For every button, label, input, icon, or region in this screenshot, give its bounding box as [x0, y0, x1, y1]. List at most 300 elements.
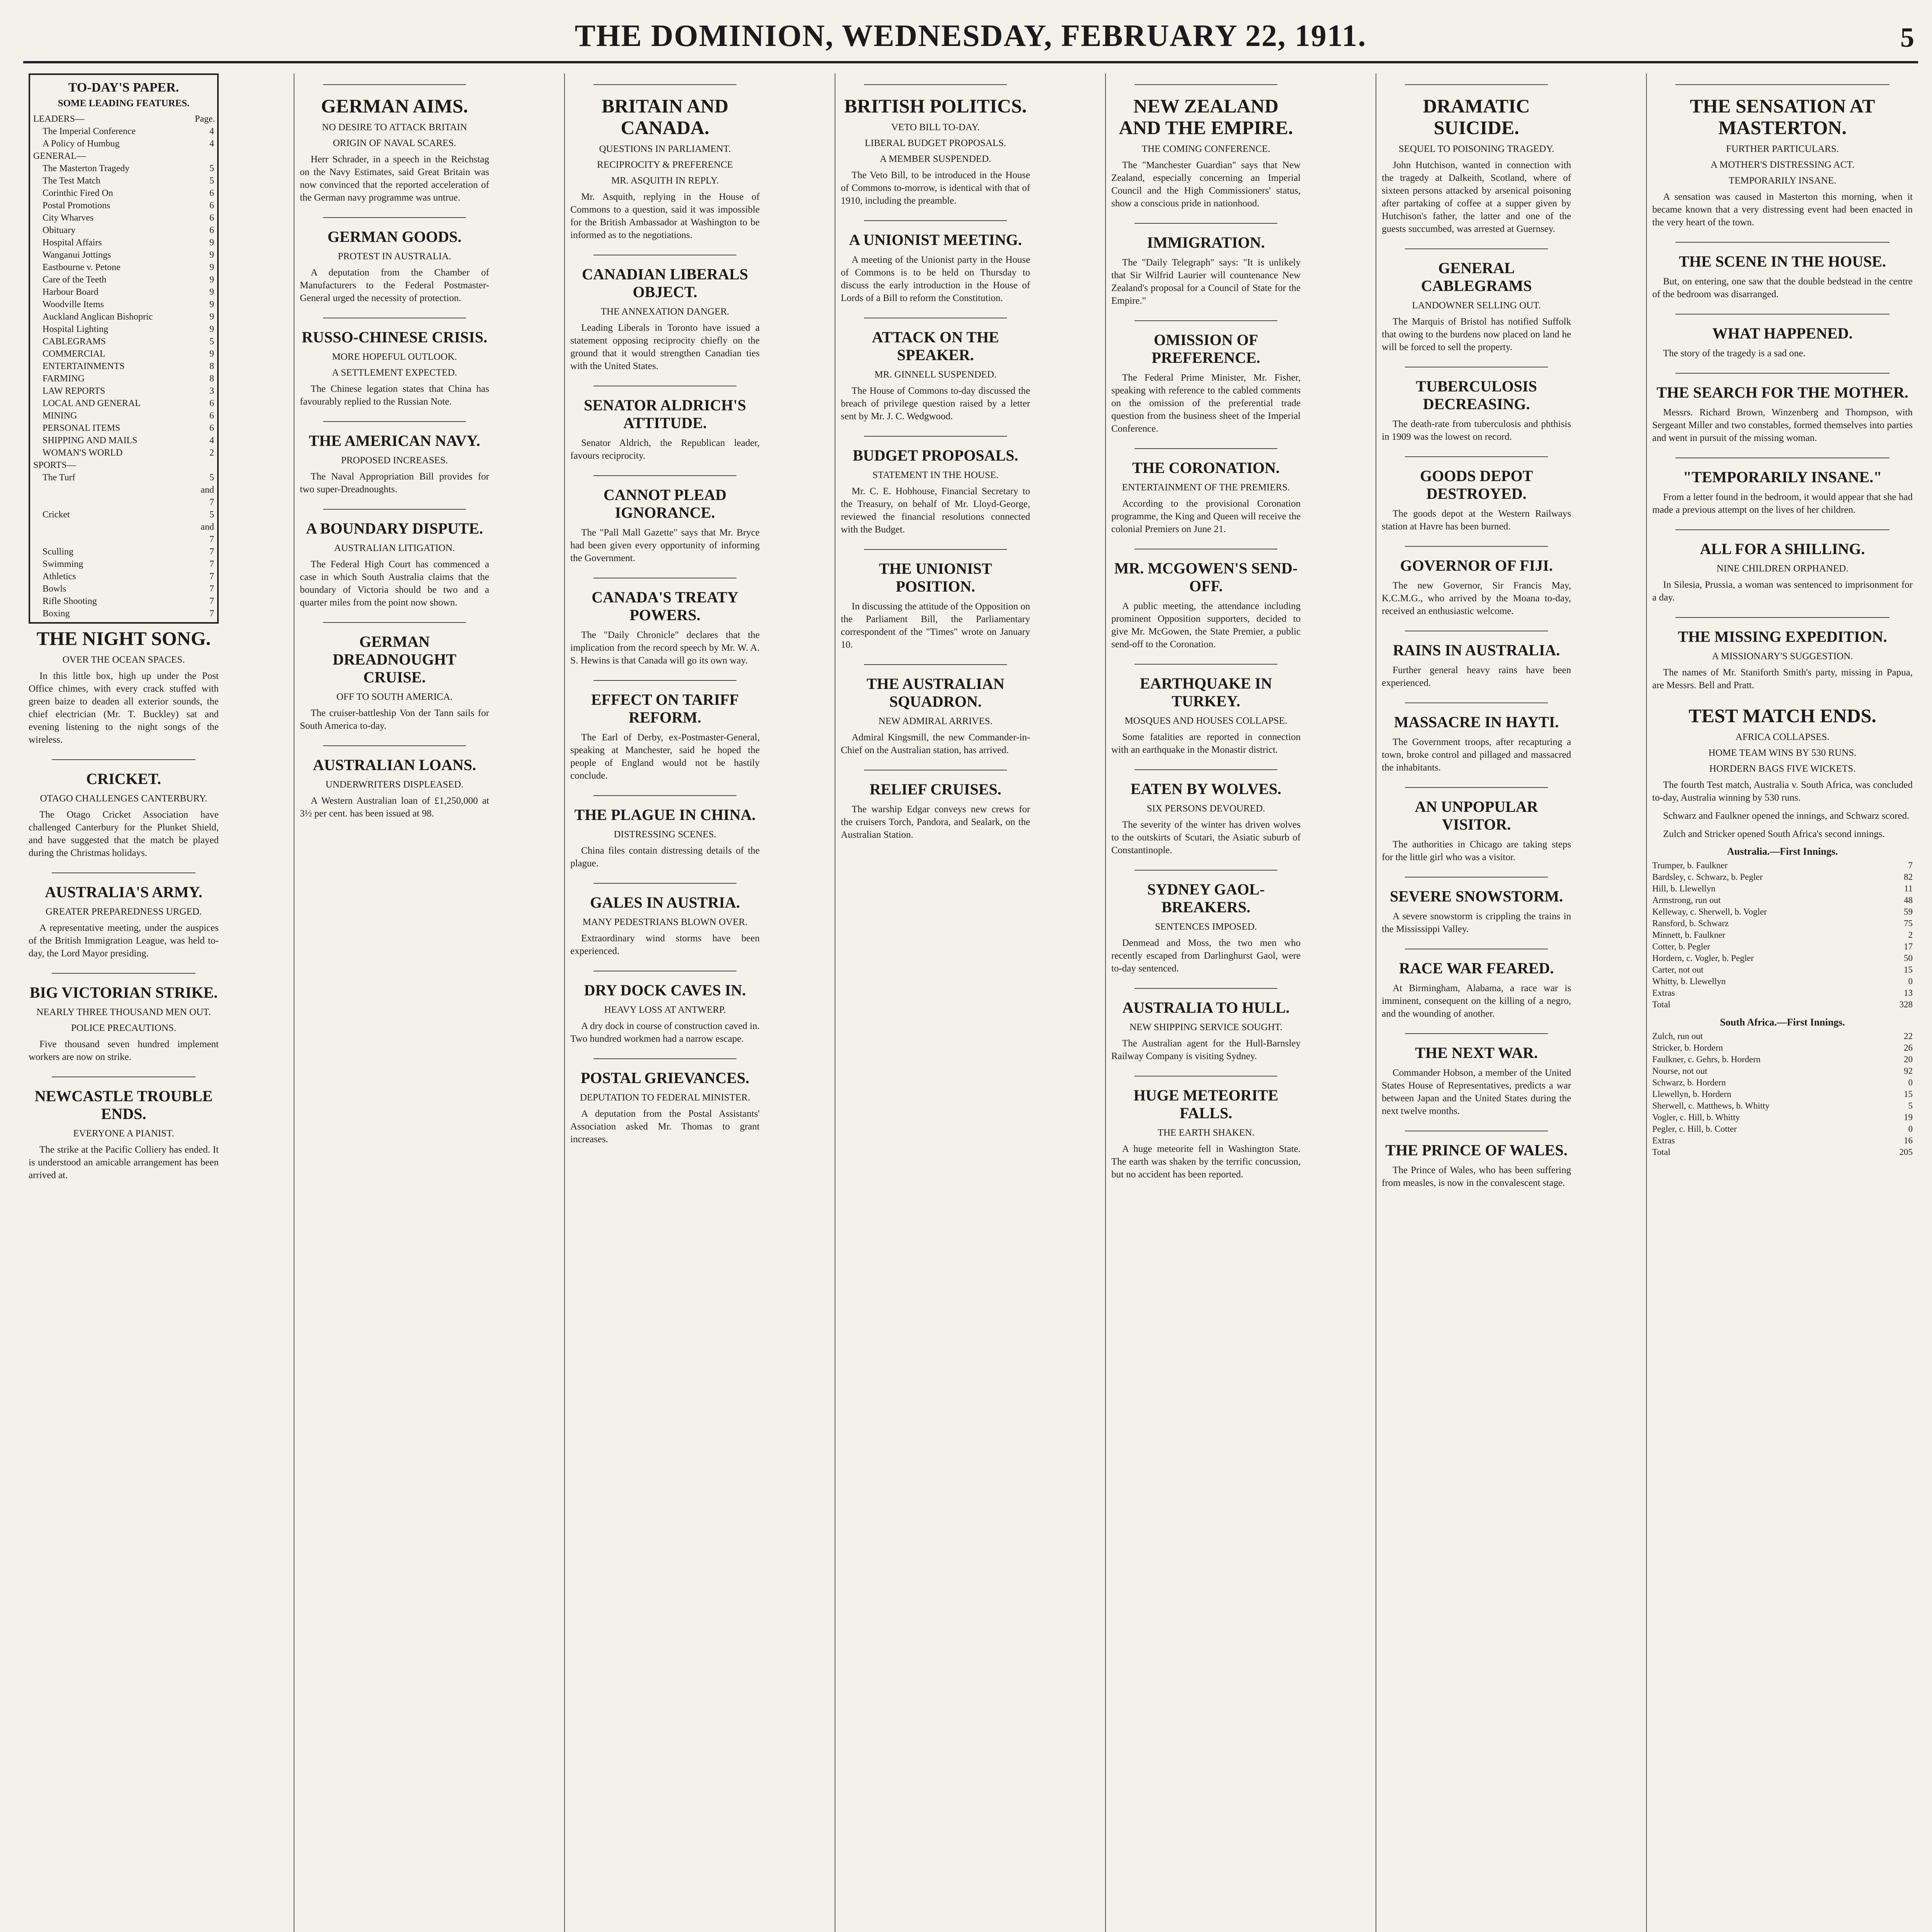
article-text: At Birmingham, Alabama, a race war is imminent, consequent on the killing of a negro, and the wounding of another. — [1382, 983, 1571, 1019]
divider — [864, 84, 1007, 85]
article-text: According to the provisional Coronation programme, the King and Queen will receive the colonial Premiers on June 21. — [1111, 498, 1301, 534]
contents-item-page: 4 — [209, 435, 214, 446]
contents-item — [33, 434, 214, 447]
scorecard-row — [1652, 1077, 1913, 1088]
contents-item — [33, 323, 214, 335]
divider — [1675, 617, 1889, 618]
runs: 17 — [1904, 942, 1913, 951]
article-subheading: A SETTLEMENT EXPECTED. — [332, 367, 457, 378]
contents-item-name: LAW REPORTS — [43, 386, 105, 396]
article-heading: RUSSO-CHINESE CRISIS. — [301, 328, 488, 346]
article-heading: BRITISH POLITICS. — [844, 95, 1027, 117]
runs: 20 — [1904, 1054, 1913, 1064]
contents-item — [33, 175, 214, 187]
article-heading: AUSTRALIAN LOANS. — [313, 756, 476, 774]
article-heading: CANADA'S TREATY POWERS. — [592, 588, 738, 624]
article — [1652, 529, 1913, 604]
divider — [323, 217, 466, 218]
divider — [1405, 702, 1548, 703]
article-heading: BRITAIN AND CANADA. — [601, 95, 729, 138]
divider — [52, 872, 196, 873]
contents-item-name: Care of the Teeth — [43, 275, 107, 285]
contents-item — [33, 335, 214, 348]
article-text: The Australian agent for the Hull-Barnsley Railway Company is visiting Sydney. — [1111, 1038, 1301, 1061]
divider — [323, 745, 466, 746]
article — [29, 1077, 219, 1182]
contents-item — [33, 397, 214, 410]
article-heading: IMMIGRATION. — [1147, 234, 1265, 251]
contents-item-page: 4 — [209, 139, 214, 149]
contents-item — [33, 162, 214, 175]
contents-item — [33, 385, 214, 397]
article — [841, 770, 1030, 841]
contents-item-page: 4 — [209, 126, 214, 136]
article-text: The strike at the Pacific Colliery has ended. It is understood an amicable arrangement has been arrived at. — [29, 1145, 219, 1180]
scorecard — [1652, 860, 1913, 1010]
article — [300, 509, 489, 609]
batsman: Total — [1652, 1147, 1670, 1157]
scorecard-title: Australia.—First Innings. — [1727, 846, 1838, 857]
article-text: Mr. C. E. Hobhouse, Financial Secretary to the Treasury, on behalf of Mr. Lloyd-George, reviewed the financial resolutions connected with the Budget. — [841, 486, 1030, 535]
divider — [1405, 877, 1548, 878]
column-4 — [835, 73, 1036, 1932]
article-subheading: AUSTRALIAN LITIGATION. — [334, 543, 455, 553]
batsman: Llewellyn, b. Hordern — [1652, 1089, 1731, 1099]
contents-item-name: MINING — [43, 411, 77, 421]
article — [1382, 877, 1571, 935]
column-2 — [294, 73, 495, 1932]
article-subheading: NEW ADMIRAL ARRIVES. — [878, 716, 993, 726]
article-text: A huge meteorite fell in Washington State. The earth was shaken by the terrific concussion, but no accident has been reported. — [1111, 1144, 1301, 1180]
article-heading: EARTHQUAKE IN TURKEY. — [1140, 675, 1272, 710]
article-text: A meeting of the Unionist party in the House of Commons is to be held on Thursday to discuss the early introduction in the House of Lords of a Bill to reform the Constitution. — [841, 255, 1030, 303]
article-heading: CANNOT PLEAD IGNORANCE. — [603, 486, 727, 521]
contents-item — [33, 360, 214, 372]
contents-item-name: FARMING — [43, 374, 85, 384]
article-text: The cruiser-battleship Von der Tann sails for South America to-day. — [300, 708, 489, 731]
article-heading: HUGE METEORITE FALLS. — [1133, 1087, 1279, 1122]
contents-item — [33, 348, 214, 360]
contents-item-name: SHIPPING AND MAILS — [43, 435, 138, 446]
scorecard-row — [1652, 987, 1913, 999]
article-subheading: OTAGO CHALLENGES CANTERBURY. — [40, 793, 207, 804]
divider — [323, 421, 466, 422]
article-heading: THE SENSATION AT MASTERTON. — [1690, 95, 1875, 138]
article — [1111, 223, 1301, 307]
contents-item-name: Woodville Items — [43, 299, 104, 310]
test-match-text: Zulch and Stricker opened South Africa's second innings. — [1663, 829, 1885, 839]
contents-item — [33, 286, 214, 298]
scorecard-row — [1652, 941, 1913, 952]
scorecard-row — [1652, 906, 1913, 918]
article-subheading: EVERYONE A PIANIST. — [73, 1128, 174, 1139]
article-heading: THE PRINCE OF WALES. — [1385, 1141, 1568, 1159]
divider — [594, 883, 736, 884]
article-subheading: MANY PEDESTRIANS BLOWN OVER. — [582, 917, 748, 927]
contents-item-name: Eastbourne v. Petone — [43, 262, 121, 272]
article-subheading: HEAVY LOSS AT ANTWERP. — [604, 1005, 726, 1015]
divider — [594, 475, 736, 476]
article — [300, 84, 489, 204]
article-text: The Naval Appropriation Bill provides for two super-Dreadnoughts. — [300, 471, 489, 495]
article-heading: THE SCENE IN THE HOUSE. — [1679, 253, 1886, 270]
article-subheading: DISTRESSING SCENES. — [614, 829, 716, 840]
contents-item-name: Athletics — [43, 571, 76, 582]
article-heading: TUBERCULOSIS DECREASING. — [1416, 378, 1537, 413]
divider — [1405, 456, 1548, 457]
divider — [1134, 84, 1277, 85]
article-heading: ALL FOR A SHILLING. — [1700, 540, 1865, 558]
article-subheading: SENTENCES IMPOSED. — [1155, 922, 1257, 932]
contents-item-name: Postal Promotions — [43, 201, 111, 211]
divider — [1675, 242, 1889, 243]
article-heading: CRICKET. — [86, 770, 161, 787]
contents-item-page: 8 — [209, 374, 214, 384]
contents-item-name: Hospital Lighting — [43, 324, 108, 334]
scorecard — [1652, 1031, 1913, 1158]
contents-item-page: 9 — [209, 349, 214, 359]
scorecard-row — [1652, 883, 1913, 895]
article-text: In discussing the attitude of the Opposition on the Parliament Bill, the Parliamentary correspondent of the "Times" wrote on January 10. — [841, 601, 1030, 650]
article — [570, 255, 760, 372]
test-match-text: Schwarz and Faulkner opened the innings, and Schwarz scored. — [1663, 811, 1910, 821]
article — [841, 318, 1030, 423]
divider — [594, 795, 736, 796]
batsman: Minnett, b. Faulkner — [1652, 930, 1726, 940]
batsman: Armstrong, run out — [1652, 895, 1721, 905]
divider — [1134, 223, 1277, 224]
article — [300, 745, 489, 820]
article-subheading: ENTERTAINMENT OF THE PREMIERS. — [1122, 482, 1290, 493]
article — [841, 436, 1030, 536]
article-subheading: VETO BILL TO-DAY. — [891, 122, 980, 133]
article-heading: OMISSION OF PREFERENCE. — [1151, 331, 1260, 366]
contents-list — [33, 113, 214, 620]
contents-item — [33, 249, 214, 261]
article — [1382, 367, 1571, 443]
article — [570, 971, 760, 1045]
page-title: THE DOMINION, WEDNESDAY, FEBRUARY 22, 1911. — [575, 19, 1367, 53]
contents-item-page: 6 — [209, 398, 214, 408]
contents-item-page: 9 — [209, 250, 214, 260]
article-text: The authorities in Chicago are taking steps for the little girl who was a visitor. — [1382, 839, 1571, 862]
article-text: The Federal Prime Minister, Mr. Fisher, speaking with reference to the cabled comments on the omission of the preferential trade question from the business sheet of the Imperial Conference. — [1111, 372, 1301, 434]
batsman: Cotter, b. Pegler — [1652, 942, 1710, 951]
runs: 5 — [1908, 1101, 1913, 1111]
article — [1111, 84, 1301, 210]
article-heading: EFFECT ON TARIFF REFORM. — [591, 691, 739, 726]
article-text: A severe snowstorm is crippling the trains in the Mississippi Valley. — [1382, 911, 1571, 934]
batsman: Kelleway, c. Sherwell, b. Vogler — [1652, 907, 1767, 917]
article — [1382, 787, 1571, 864]
contents-item-name: Rifle Shooting — [43, 596, 97, 606]
article-text: Denmead and Moss, the two men who recently escaped from Darlinghurst Gaol, were to-day sentenced. — [1111, 938, 1301, 974]
article — [1382, 546, 1571, 617]
contents-item-page: 7 — [209, 547, 214, 557]
scorecard-row — [1652, 929, 1913, 941]
article-heading: RAINS IN AUSTRALIA. — [1393, 641, 1560, 659]
article — [1111, 549, 1301, 651]
article-text: A Western Australian loan of £1,250,000 at 3½ per cent. has been issued at 98. — [300, 796, 489, 819]
contents-item-page: 6 — [209, 188, 214, 198]
article-text: But, on entering, one saw that the double bedstead in the centre of the bedroom was disarranged. — [1652, 276, 1913, 299]
article — [1382, 1033, 1571, 1117]
article-heading: BIG VICTORIAN STRIKE. — [29, 984, 218, 1001]
divider — [1134, 448, 1277, 449]
scorecard-row — [1652, 1100, 1913, 1112]
article-heading: THE UNIONIST POSITION. — [879, 560, 992, 595]
article-heading: GERMAN DREADNOUGHT CRUISE. — [332, 633, 457, 686]
contents-item-name: The Imperial Conference — [43, 126, 136, 136]
article-heading: AN UNPOPULAR VISITOR. — [1415, 798, 1538, 833]
article-text: Commander Hobson, a member of the United States House of Representatives, predicts a war between Japan and the United States during the next twelve months. — [1382, 1068, 1571, 1116]
article-subheading: LIBERAL BUDGET PROPOSALS. — [864, 138, 1006, 148]
article — [570, 883, 760, 957]
article — [300, 622, 489, 732]
article — [570, 1058, 760, 1146]
contents-item-name: COMMERCIAL — [43, 349, 105, 359]
divider — [1134, 769, 1277, 770]
article-heading: THE AMERICAN NAVY. — [309, 432, 480, 449]
article-text: The Prince of Wales, who has been suffering from measles, is now in the convalescent stage. — [1382, 1165, 1571, 1188]
contents-item-page: 9 — [209, 262, 214, 272]
article-subheading: NEW SHIPPING SERVICE SOUGHT. — [1129, 1022, 1282, 1032]
article-subheading: THE COMING CONFERENCE. — [1141, 144, 1270, 154]
article — [1382, 702, 1571, 774]
article — [1382, 949, 1571, 1020]
article — [29, 759, 219, 859]
article-subheading: A MOTHER'S DISTRESSING ACT. — [1710, 160, 1855, 170]
contents-item-name: Sculling — [43, 547, 74, 557]
scorecard-row — [1652, 952, 1913, 964]
article-heading: THE MISSING EXPEDITION. — [1678, 628, 1887, 645]
article-heading: DRY DOCK CAVES IN. — [584, 981, 746, 999]
contents-item — [33, 311, 214, 323]
contents-item-page: 7 — [209, 596, 214, 606]
contents-item-page: 6 — [209, 213, 214, 223]
article-subheading: TEMPORARILY INSANE. — [1728, 175, 1837, 186]
contents-item — [33, 187, 214, 199]
article-text: The severity of the winter has driven wolves to the outskirts of Scutari, the Asiatic suburb of Constantinople. — [1111, 820, 1301, 855]
article-heading: WHAT HAPPENED. — [1712, 325, 1853, 342]
runs: 0 — [1908, 1078, 1913, 1087]
article — [1652, 373, 1913, 444]
scorecard-row — [1652, 1042, 1913, 1054]
article — [841, 220, 1030, 304]
article — [1111, 870, 1301, 975]
article-text: The story of the tragedy is a sad one. — [1663, 348, 1806, 359]
article-text: The House of Commons to-day discussed the breach of privilege question raised by a letter sent by Mr. J. C. Wedgwood. — [841, 386, 1030, 422]
contents-item — [33, 236, 214, 249]
contents-item — [33, 261, 214, 274]
runs: 59 — [1904, 907, 1913, 917]
divider — [594, 1058, 736, 1059]
article-heading: THE AUSTRALIAN SQUADRON. — [866, 675, 1005, 710]
contents-item-page: 5 — [209, 163, 214, 173]
contents-item-page: 5 and 7 — [201, 510, 214, 544]
article — [570, 578, 760, 667]
article-heading: ATTACK ON THE SPEAKER. — [872, 328, 999, 364]
scorecard-row — [1652, 964, 1913, 976]
contents-item-page: 6 — [209, 411, 214, 421]
runs: 13 — [1904, 988, 1913, 998]
article-heading: GOODS DEPOT DESTROYED. — [1420, 467, 1533, 502]
contents-item-name: ENTERTAINMENTS — [43, 361, 125, 371]
article-text: The Veto Bill, to be introduced in the House of Commons to-morrow, is identical with that of 1910, including the preamble. — [841, 170, 1030, 206]
article-subheading: MORE HOPEFUL OUTLOOK. — [332, 352, 457, 362]
contents-item-page: 9 — [209, 324, 214, 334]
divider — [1134, 320, 1277, 321]
divider — [1134, 988, 1277, 989]
article-subheading: QUESTIONS IN PARLIAMENT. — [599, 144, 731, 154]
batsman: Schwarz, b. Hordern — [1652, 1078, 1726, 1087]
batsman: Hill, b. Llewellyn — [1652, 884, 1716, 893]
contents-item-page: 7 — [209, 609, 214, 619]
article-subheading: SEQUEL TO POISONING TRAGEDY. — [1398, 144, 1554, 154]
article-heading: A UNIONIST MEETING. — [849, 231, 1022, 248]
scorecard-row — [1652, 1088, 1913, 1100]
article — [1111, 769, 1301, 857]
contents-item — [33, 274, 214, 286]
runs: 16 — [1904, 1136, 1913, 1145]
article-text: The "Manchester Guardian" says that New Zealand, especially concerning an Imperial Council and the High Commissioners' status, show a conscious pride in nationhood. — [1111, 160, 1301, 209]
contents-item — [33, 125, 214, 138]
article — [1652, 242, 1913, 301]
batsman: Sherwell, c. Matthews, b. Whitty — [1652, 1101, 1770, 1111]
runs: 205 — [1899, 1147, 1913, 1157]
article-heading: THE NEXT WAR. — [1415, 1044, 1538, 1061]
scorecard-row — [1652, 1123, 1913, 1135]
article-heading: MR. MCGOWEN'S SEND-OFF. — [1114, 560, 1298, 595]
column-3 — [564, 73, 765, 1932]
article-text: Some fatalities are reported in connection with an earthquake in the Monastir district. — [1111, 732, 1301, 755]
runs: 75 — [1904, 918, 1913, 928]
article-subheading: MR. ASQUITH IN REPLY. — [611, 175, 719, 186]
contents-item — [33, 224, 214, 236]
article-text: Further general heavy rains have been experienced. — [1382, 665, 1571, 688]
contents-item-name: Swimming — [43, 559, 83, 569]
runs: 2 — [1908, 930, 1913, 940]
article-subheading: THE EARTH SHAKEN. — [1157, 1128, 1255, 1138]
contents-item-name: CABLEGRAMS — [43, 337, 106, 347]
article-subheading: FURTHER PARTICULARS. — [1726, 144, 1839, 154]
column-7 — [1646, 73, 1918, 1932]
article-text: Five thousand seven hundred implement workers are now on strike. — [29, 1039, 219, 1062]
batsman: Extras — [1652, 988, 1675, 998]
contents-item-name: City Wharves — [43, 213, 94, 223]
batsman: Vogler, c. Hill, b. Whitty — [1652, 1112, 1740, 1122]
contents-item-page: 5 and 7 — [201, 473, 214, 507]
article-subheading: DEPUTATION TO FEDERAL MINISTER. — [580, 1092, 750, 1103]
batsman: Trumper, b. Faulkner — [1652, 861, 1728, 870]
article-subheading: OVER THE OCEAN SPACES. — [62, 655, 185, 665]
contents-item — [33, 372, 214, 385]
contents-item — [33, 113, 214, 125]
article — [841, 664, 1030, 757]
contents-item-page: 7 — [209, 559, 214, 569]
article-heading: THE NIGHT SONG. — [36, 628, 211, 649]
article-subheading: NO DESIRE TO ATTACK BRITAIN — [322, 122, 467, 133]
article — [570, 84, 760, 242]
article-subheading: A MEMBER SUSPENDED. — [879, 154, 992, 164]
contents-box — [29, 73, 219, 624]
test-match-subheading: HORDERN BAGS FIVE WICKETS. — [1709, 764, 1856, 774]
article-text: The "Pall Mall Gazette" says that Mr. Bryce had been given every opportunity of informing the Government. — [570, 527, 760, 563]
article-subheading: LANDOWNER SELLING OUT. — [1412, 300, 1541, 311]
article-heading: NEWCASTLE TROUBLE ENDS. — [34, 1087, 213, 1122]
contents-item-name: Obituary — [43, 225, 76, 235]
article-heading: GENERAL CABLEGRAMS — [1421, 259, 1532, 294]
contents-item-name: Boxing — [43, 609, 70, 619]
article-heading: SENATOR ALDRICH'S ATTITUDE. — [584, 396, 746, 432]
runs: 0 — [1908, 976, 1913, 986]
contents-item-page: 9 — [209, 275, 214, 285]
contents-item-name: Corinthic Fired On — [43, 188, 113, 198]
runs: 92 — [1904, 1066, 1913, 1076]
article-text: A public meeting, the attendance including prominent Opposition supporters, decided to give Mr. McGowen, the State Premier, a public send-off to the Coronation. — [1111, 601, 1301, 650]
article-heading: NEW ZEALAND AND THE EMPIRE. — [1119, 95, 1293, 138]
contents-item-name: Bowls — [43, 584, 66, 594]
article-text: The Government troops, after recapturing a town, broke control and pillaged and massacred the inhabitants. — [1382, 737, 1571, 773]
scorecard-row — [1652, 860, 1913, 871]
article-subheading: MR. GINNELL SUSPENDED. — [874, 369, 997, 380]
page-number: 5 — [1900, 22, 1914, 53]
article-heading: GERMAN GOODS. — [327, 228, 462, 245]
article-text: The "Daily Telegraph" says: "It is unlikely that Sir Wilfrid Laurier will countenance New Zealand's proposal for a Council of State for the Empire." — [1111, 257, 1301, 306]
contents-item — [33, 422, 214, 434]
article-heading: AUSTRALIA'S ARMY. — [45, 883, 202, 901]
test-match-text: The fourth Test match, Australia v. South Africa, was concluded to-day, Australia winning by 530 runs. — [1652, 780, 1913, 803]
article-text: The names of Mr. Staniforth Smith's party, missing in Papua, are Messrs. Bell and Pratt. — [1652, 667, 1913, 690]
contents-item-page: 9 — [209, 287, 214, 297]
contents-item — [33, 546, 214, 558]
article-subheading: RECIPROCITY & PREFERENCE — [597, 160, 733, 170]
article — [29, 973, 219, 1063]
article — [1111, 988, 1301, 1063]
article — [29, 872, 219, 960]
article — [1382, 631, 1571, 689]
article — [1652, 314, 1913, 360]
divider — [864, 436, 1007, 437]
contents-item-name: GENERAL— — [33, 151, 86, 161]
batsman: Nourse, not out — [1652, 1066, 1708, 1076]
scorecard-row — [1652, 1135, 1913, 1146]
contents-item-page — [195, 150, 214, 162]
contents-item — [33, 212, 214, 224]
article-subheading: GREATER PREPAREDNESS URGED. — [45, 906, 202, 917]
article-text: The death-rate from tuberculosis and phthisis in 1909 was the lowest on record. — [1382, 419, 1571, 442]
contents-item — [33, 570, 214, 583]
article-subheading: ORIGIN OF NAVAL SCARES. — [333, 138, 456, 148]
article — [1111, 448, 1301, 536]
contents-item-page: 5 — [209, 176, 214, 186]
contents-item-name: A Policy of Humbug — [43, 139, 120, 149]
contents-item-name: PERSONAL ITEMS — [43, 423, 121, 433]
article — [1652, 457, 1913, 516]
contents-title: TO-DAY'S PAPER. — [68, 80, 179, 95]
contents-item-name: LOCAL AND GENERAL — [43, 398, 141, 408]
article-heading: THE SEARCH FOR THE MOTHER. — [1656, 384, 1908, 401]
batsman: Total — [1652, 1000, 1670, 1009]
contents-item — [33, 509, 214, 546]
article-subheading: NEARLY THREE THOUSAND MEN OUT. — [36, 1007, 211, 1017]
article-heading: AUSTRALIA TO HULL. — [1122, 999, 1290, 1016]
article — [1111, 664, 1301, 756]
contents-item — [33, 607, 214, 620]
contents-item — [33, 459, 214, 471]
batsman: Stricker, b. Hordern — [1652, 1043, 1723, 1053]
runs: 26 — [1904, 1043, 1913, 1053]
